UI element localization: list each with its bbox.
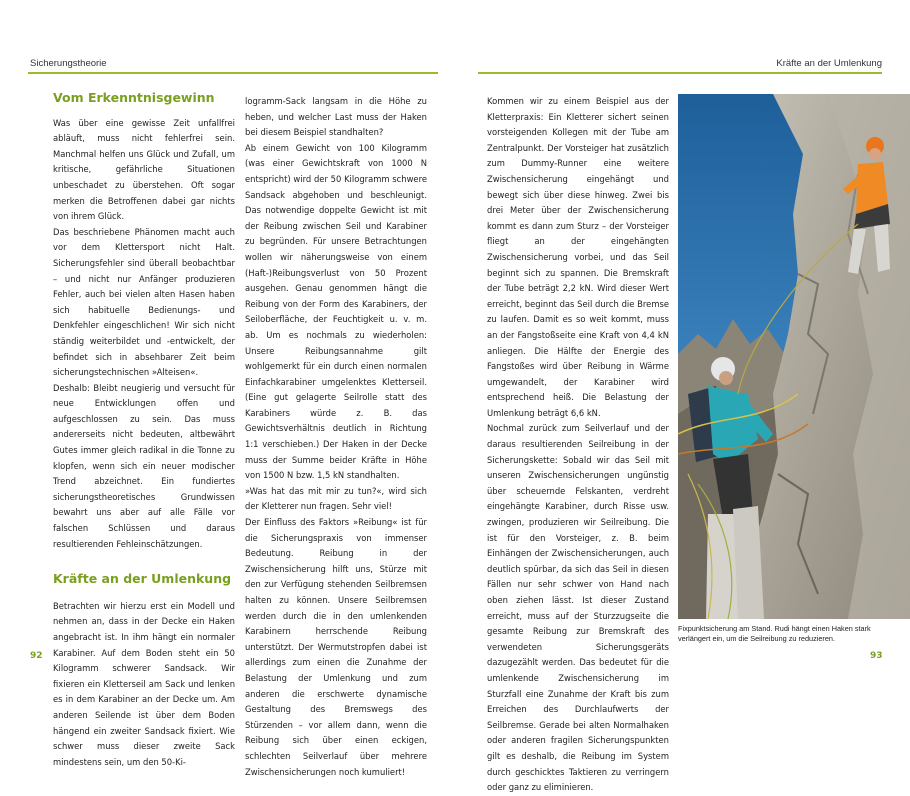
paragraph: »Was hat das mit mir zu tun?«, wird sich der Kletterer nun fragen. Sehr viel! xyxy=(245,485,427,512)
paragraph: Deshalb: Bleibt neugierig und versucht für neue Entwicklungen offen und aufgeschlossen zu sein. Das muss andererseits nicht bedeuten, altbewährt Gutes immer gleich radikal in die Tonne zu klopfen, wenn sich ein neuer modischer Trend abzeichnet. Ein fundiertes sicherungstheoretisches Grundwissen bewahrt uns aber auf alle Fälle vor falschen Schlüssen und daraus resultierenden Fehleinschätzungen. xyxy=(53,382,235,549)
paragraph: Ab einem Gewicht von 100 Kilogramm (was einer Gewichtskraft von 1000 N entspricht) wird der 50 Kilogramm schwere Sandsack abgehoben und beschleunigt. Das notwendige doppelte Gewicht ist mit der Reibung zwischen Seil und Karabiner zu begründen. Für unsere Betrachtungen wollen wir näherungsweise von einem (Haft-)Reibungsverlust von 50 Prozent ausgehen. Genau genommen hängt die Reibung von der Form des Karabiners, der Seiloberfläche, der Feuchtigkeit u. v. m. ab. Um es nochmals zu wiederholen: Unsere Reibungsannahme gilt wohlgemerkt für ein durch einen normalen Einfachkarabiner umgelenktes Kletterseil. (Eine gut gelagerte Seilrolle statt des Karabiners würde z. B. das Gewichtsverhältnis deutlich in Richtung 1:1 verschieben.) Der Haken in der Decke muss der Summe beider Kräfte in Höhe von 1500 N bzw. 1,5 kN standhalten. xyxy=(245,142,427,481)
running-header-right: Kräfte an der Umlenkung xyxy=(776,58,882,69)
text-column-1 xyxy=(53,90,235,770)
paragraph: Kommen wir zu einem Beispiel aus der Kletterpraxis: Ein Kletterer sichert seinen vorsteigenden Kollegen mit der Tube am Zentralpunkt. Der Vorsteiger hat zusätzlich zum Dummy-Runner eine weitere Zwischensicherung eingehängt und bewegt sich über diese hinweg. Zwei bis drei Meter über der Zwischensicherung kommt es dann zum Sturz – der Vorsteiger fliegt an der eingehängten Zwischensicherung vorbei, und das Seil beginnt sich zu spannen. Die Bremskraft der Tube beträgt 2,2 kN. Wird dieser Wert erreicht, beginnt das Seil durch die Bremse zu laufen. Damit es so weit kommt, muss an der Fangstoßseite eine Kraft von 4,4 kN anliegen. Die Hälfte der Energie des Fangstoßes wird über Reibung in Wärme umgewandelt, der Karabiner wird entsprechend heiß. Die Belastung der Umlenkung beträgt 6,6 kN. xyxy=(487,96,669,418)
paragraph: Nochmal zurück zum Seilverlauf und der daraus resultierenden Seilreibung in der Sicherungskette: Sobald wir das Seil mit unseren Zwischensicherungen ungünstig über scheuernde Felskanten, verdreht eingehängte Karabiner, durch Risse usw. zwingen, produzieren wir Seilreibung. Die ist für den Vorsteiger, z. B. beim Einhängen der Zwischensicherungen, auch deutlich spürbar, da sich das Seil in diesen Fällen nur sehr schwer von Hand nach oben ziehen lässt. Ist dieser Zustand erreicht, muss auf der Sturzzugseite die gesamte Reibung zur Bremskraft des verwendeten Sicherungsgeräts dazugezählt werden. Das bedeutet für die umlenkende Zwischensicherung im Sturzfall eine Zunahme der Kraft bis zum Erreichen des Durchlaufwerts der Seilbremse. Gerade bei alten Normalhaken oder anderen fragilen Sicherungspunkten gilt es deshalb, die Reibung im System durch geschicktes Taktieren zu verringern oder ganz zu eliminieren. xyxy=(487,423,669,793)
paragraph: logramm-Sack langsam in die Höhe zu heben, und welcher Last muss der Haken bei diesem Beispiel standhalten? xyxy=(245,96,427,138)
header-rule-right xyxy=(478,72,882,74)
running-header-left: Sicherungstheorie xyxy=(30,58,107,69)
paragraph: Betrachten wir hierzu erst ein Modell und nehmen an, dass in der Decke ein Haken angebracht ist. In ihm hängt ein normaler Karabiner. Auf dem Boden steht ein 50 Kilogramm schwerer Sandsack. Wir fixieren ein Kletterseil am Sack und lenken es in dem Karabiner an der Decke um. Am anderen Seilende ist über dem Boden hängend ein zweiter Sandsack fixiert. Wie schwer muss dieser zweite Sack mindestens sein, um den 50-Ki- xyxy=(53,600,235,767)
climbing-photo xyxy=(678,94,910,619)
photo-caption: Fixpunktsicherung am Stand. Rudi hängt einen Haken stark verlängert ein, um die Seilreibung zu reduzieren. xyxy=(678,624,871,643)
paragraph: Der Einfluss des Faktors »Reibung« ist für die Sicherungspraxis von immenser Bedeutung. Reibung in der Zwischensicherung hilft uns, Stürze mit den zur Verfügung stehenden Seilbremsen halten zu können. Unsere Seilbremsen werden durch die in den umlenkenden Karabinern herrschende Reibung unterstützt. Der Wermutstropfen dabei ist allerdings zum einen die Zunahme der Belastung der Umlenkung und zum anderen die erschwerte dynamische Gestaltung des Bremswegs des Stürzenden – vor allem dann, wenn die Reibung sich über einen eckigen, schlechten Seilverlauf über mehrere Zwischensicherungen noch kumuliert! xyxy=(245,517,427,777)
text-column-3 xyxy=(487,94,669,796)
section-heading: Vom Erkenntnisgewinn xyxy=(53,90,215,105)
header-rule-left xyxy=(28,72,438,74)
page-number-left: 92 xyxy=(30,651,43,661)
page-number-right: 93 xyxy=(870,651,883,661)
text-column-2 xyxy=(245,94,427,780)
paragraph: Was über eine gewisse Zeit unfallfrei abläuft, muss nicht fehlerfrei sein. Manchmal helfen uns Glück und Zufall, um kritische, gefährliche Situationen unbeschadet zu überstehen. Oft sogar merken die Betroffenen dabei gar nichts von ihrem Glück. xyxy=(53,117,235,222)
paragraph: Das beschriebene Phänomen macht auch vor dem Klettersport nicht Halt. Sicherungsfehler sind überall beobachtbar – und nicht nur Anfänger produzieren Fehler, auch bei vielen alten Hasen haben sich habituelle Bedienungs- und Denkfehler eingeschlichen! Wir sich nicht ständig weiterbildet und -entwickelt, der befindet sich in absehbarer Zeit beim sicherungstechnischen »Alteisen«. xyxy=(53,226,235,378)
section-heading: Kräfte an der Umlenkung xyxy=(53,571,232,587)
